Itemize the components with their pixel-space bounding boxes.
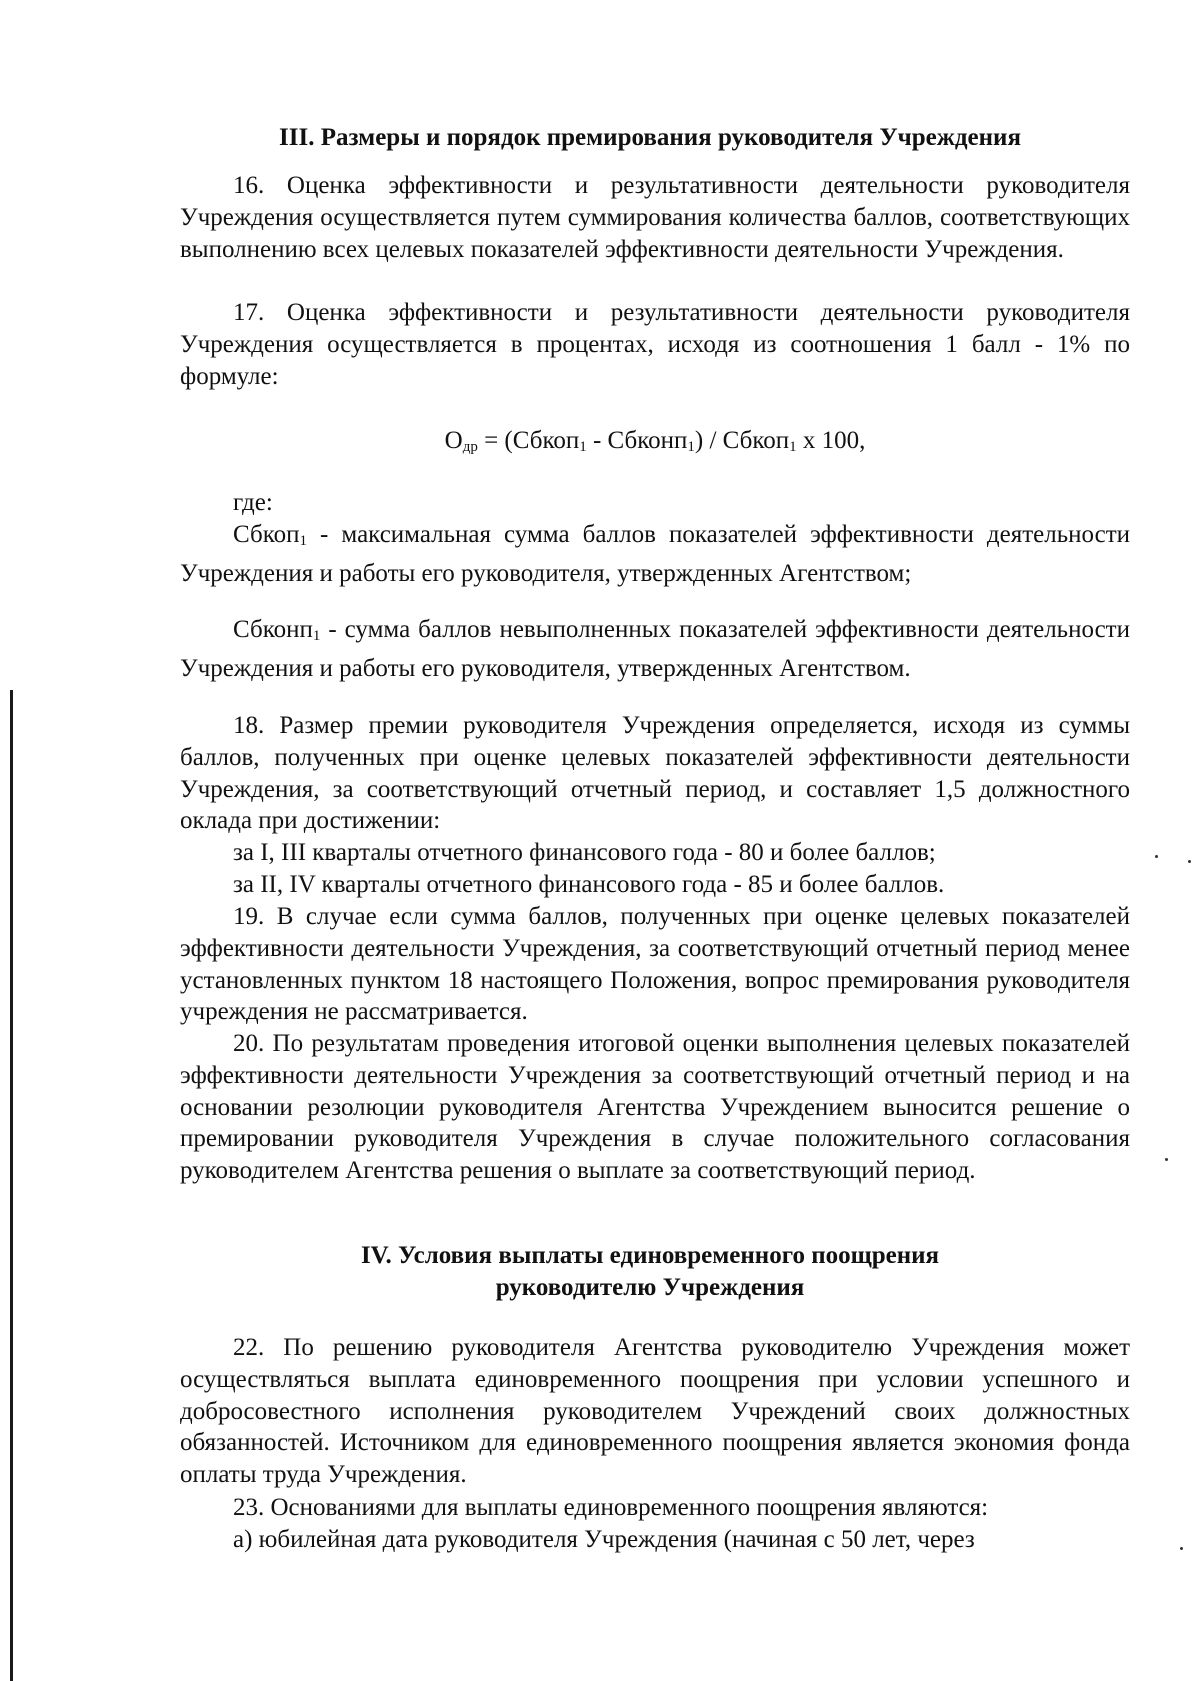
definition-symbol: Сбкоп bbox=[233, 521, 300, 548]
definition-subscript: 1 bbox=[299, 533, 307, 549]
formula-subscript: 1 bbox=[687, 439, 695, 455]
formula-part: - Сбконп bbox=[586, 427, 688, 454]
section-3-title: III. Размеры и порядок премирования руководителя Учреждения bbox=[279, 124, 1021, 151]
definition-sbkonp bbox=[180, 614, 1130, 685]
section-4-title-line-1: IV. Условия выплаты единовременного поощрения bbox=[360, 1242, 940, 1269]
definition-text: - максимальная сумма баллов показателей эффективности деятельности Учреждения и работы его руководителя, утвержденных Агентством; bbox=[180, 521, 1130, 587]
paragraph-17: 17. Оценка эффективности и результативности деятельности руководителя Учреждения осуществляется в процентах, исходя из соотношения 1 балл - 1% по формуле: bbox=[180, 299, 1130, 390]
quarters-1-3-line: за I, III кварталы отчетного финансового года - 80 и более баллов; bbox=[233, 839, 936, 866]
formula-part: О bbox=[444, 427, 463, 454]
definition-subscript: 1 bbox=[312, 628, 321, 644]
paragraph-23: 23. Основаниями для выплаты единовременного поощрения являются: bbox=[233, 1494, 989, 1521]
paragraph-18: 18. Размер премии руководителя Учреждения определяется, исходя из суммы баллов, полученных при оценке целевых показателей эффективности деятельности Учреждения, за соответствующий отчетный период, и составляет 1,5 должностного оклада при достижении: bbox=[180, 712, 1130, 835]
formula-part: х 100, bbox=[796, 427, 866, 454]
paragraph-19: 19. В случае если сумма баллов, полученных при оценке целевых показателей эффективности деятельности Учреждения, за соответствующий отчетный период менее установленных пунктом 18 настоящего Положения, вопрос премирования руководителя учреждения не рассматривается. bbox=[180, 903, 1130, 1026]
scan-speck bbox=[1188, 860, 1191, 863]
formula-part: ) / Сбкоп bbox=[694, 427, 790, 454]
definition-sbkop bbox=[180, 519, 1130, 590]
paragraph-23a: а) юбилейная дата руководителя Учреждения (начиная с 50 лет, через bbox=[233, 1526, 975, 1553]
scan-speck bbox=[1165, 1158, 1168, 1161]
bonus-formula bbox=[180, 425, 1130, 463]
scan-margin-line bbox=[10, 690, 13, 1681]
paragraph-22: 22. По решению руководителя Агентства руководителю Учреждения может осуществляться выплата единовременного поощрения при условии успешного и добросовестного исполнения руководителем Учреждений своих должностных обязанностей. Источником для единовременного поощрения является экономия фонда оплаты труда Учреждения. bbox=[180, 1334, 1130, 1489]
scan-speck bbox=[1180, 1547, 1183, 1550]
section-4-title-line-2: руководителю Учреждения bbox=[495, 1274, 805, 1301]
formula-subscript: др bbox=[462, 439, 478, 455]
definition-text: - сумма баллов невыполненных показателей эффективности деятельности Учреждения и работы его руководителя, утвержденных Агентством. bbox=[180, 616, 1130, 682]
paragraph-16: 16. Оценка эффективности и результативности деятельности руководителя Учреждения осуществляется путем суммирования количества баллов, соответствующих выполнению всех целевых показателей эффективности деятельности Учреждения. bbox=[180, 172, 1130, 263]
formula-subscript: 1 bbox=[579, 439, 587, 455]
formula-subscript: 1 bbox=[789, 439, 797, 455]
where-label: где: bbox=[233, 489, 273, 516]
definition-symbol: Сбконп bbox=[233, 616, 313, 643]
paragraph-20: 20. По результатам проведения итоговой оценки выполнения целевых показателей эффективности деятельности Учреждения за соответствующий отчетный период и на основании резолюции руководителя Агентства Учреждением выносится решение о премировании руководителя Учреждения в случае положительного согласования руководителем Агентства решения о выплате за соответствующий период. bbox=[180, 1030, 1130, 1185]
formula-part: = (Сбкоп bbox=[477, 427, 580, 454]
quarters-2-4-line: за II, IV кварталы отчетного финансового года - 85 и более баллов. bbox=[233, 871, 945, 898]
scan-speck bbox=[1155, 855, 1158, 858]
